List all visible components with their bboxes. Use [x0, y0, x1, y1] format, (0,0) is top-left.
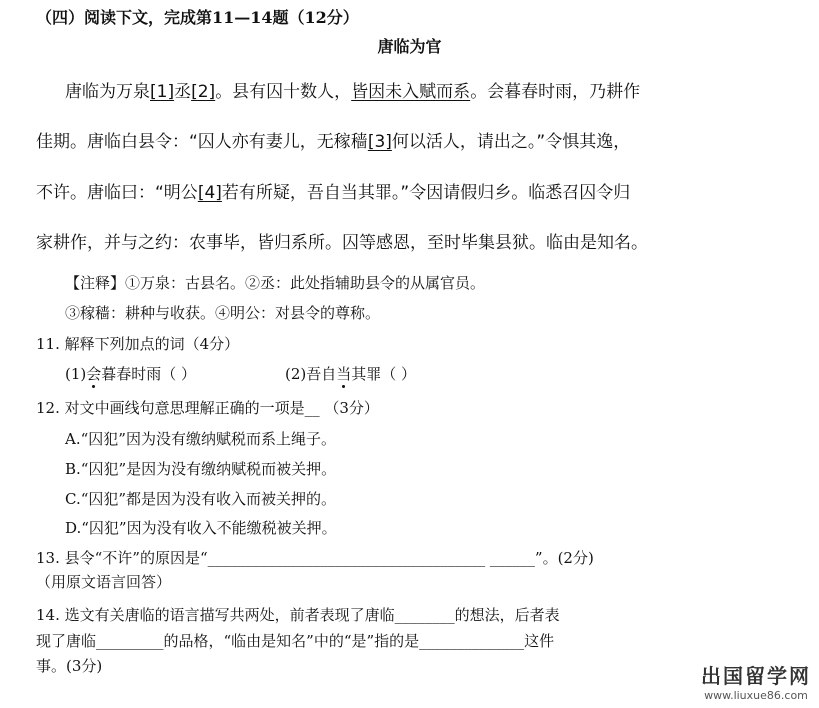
question-12-stem: 12. 对文中画线句意思理解正确的一项是__ （3分） — [36, 399, 379, 417]
passage-line-4: 家耕作，并与之约：农事毕，皆归系所。囚等感恩，至时毕集县狱。临由是知名。 — [36, 233, 648, 253]
passage-line-2: 佳期。唐临白县令：“囚人亦有妻儿，无稼穑[3]何以活人，请出之。”令惧其逸， — [36, 132, 631, 152]
question-11-item-2: (2)吾自当其罪（ ） — [285, 365, 417, 383]
question-14-line-2: 现了唐临_________的品格，“临由是知名”中的“是”指的是______________这件 — [36, 632, 555, 650]
question-12-option-d: D.“囚犯”因为没有收入不能缴税被关押。 — [65, 519, 337, 537]
passage-title: 唐临为官 — [377, 37, 442, 56]
watermark-url: www.liuxue86.com — [704, 689, 808, 702]
question-14-line-1: 14. 选文有关唐临的语言描写共两处，前者表现了唐临________的想法，后者表 — [36, 606, 560, 624]
question-11-stem: 11. 解释下列加点的词（4分） — [36, 335, 240, 353]
question-13-line-1: 13. 县令“不许”的原因是“_____________________________________ ______”。(2分) — [36, 549, 594, 567]
passage-line-3: 不许。唐临曰：“明公[4]若有所疑，吾自当其罪。”令因请假归乡。临悉召囚令归 — [36, 183, 631, 203]
dotted-word-hui: 会 — [86, 365, 102, 383]
question-12-option-c: C.“囚犯”都是因为没有收入而被关押的。 — [65, 490, 337, 508]
note-ref-2: [2] — [191, 82, 216, 102]
question-11-item-1: (1)会暮春时雨（ ） — [65, 365, 197, 383]
note-ref-3: [3] — [367, 132, 392, 152]
site-watermark — [701, 660, 811, 702]
note-ref-1: [1] — [150, 82, 175, 102]
note-ref-4: [4] — [197, 183, 222, 203]
section-header: （四）阅读下文，完成第11—14题（12分） — [36, 8, 359, 27]
underlined-sentence: 皆因未入赋而系 — [351, 82, 471, 102]
question-14-line-3: 事。(3分) — [36, 657, 103, 675]
passage-line-1: 唐临为万泉[1]丞[2]。县有囚十数人，皆因未入赋而系。会暮春时雨，乃耕作 — [65, 82, 641, 102]
annotation-line-2: ③稼穑：耕种与收获。④明公：对县令的尊称。 — [65, 304, 381, 322]
annotation-line-1: 【注释】①万泉：古县名。②丞：此处指辅助县令的从属官员。 — [65, 274, 486, 292]
dotted-word-dang: 当 — [336, 365, 352, 383]
question-12-option-b: B.“囚犯”是因为没有缴纳赋税而被关押。 — [65, 460, 337, 478]
question-13-line-2: （用原文语言回答） — [36, 573, 172, 591]
watermark-title: 出国留学网 — [701, 664, 811, 688]
question-12-option-a: A.“囚犯”因为没有缴纳赋税而系上绳子。 — [65, 430, 336, 448]
